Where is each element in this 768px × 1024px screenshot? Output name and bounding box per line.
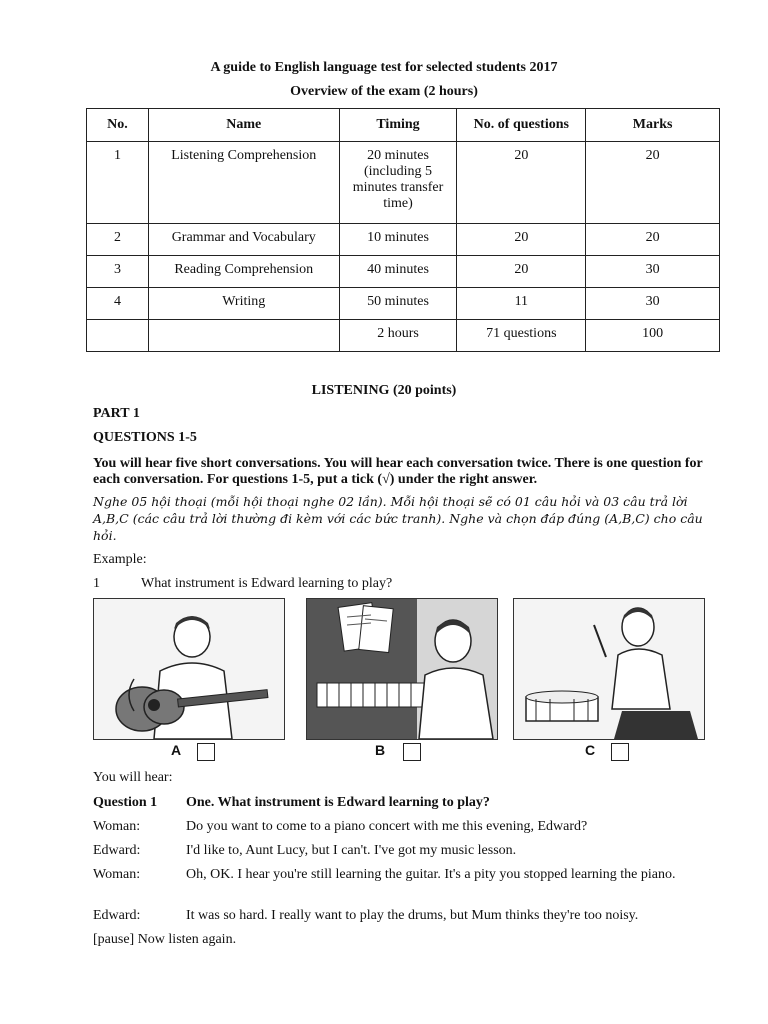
table-cell: 40 minutes	[339, 256, 457, 288]
vietnamese-instruction: Nghe 05 hội thoại (mỗi hội thoại nghe 02 lần). Mỗi hội thoại sẽ có 01 câu hỏi và 03 câu trả lời A,B,C (các câu trả lời thường đi kèm với các bức tranh). Nghe và chọn đáp đúng (A,B,C) cho câu hỏi.	[93, 494, 703, 543]
table-cell: 30	[586, 288, 720, 320]
table-cell: Grammar and Vocabulary	[148, 224, 339, 256]
table-cell: 3	[87, 256, 149, 288]
transcript-speaker: Edward:	[93, 908, 141, 923]
part-heading: PART 1	[93, 406, 140, 421]
questions-heading: QUESTIONS 1-5	[93, 430, 197, 445]
option-letter-b: B	[375, 742, 386, 758]
transcript-speaker: Question 1	[93, 795, 158, 810]
transcript-speaker: Woman:	[93, 867, 141, 882]
transcript-line: Do you want to come to a piano concert with me this evening, Edward?	[186, 819, 588, 834]
table-row	[87, 224, 720, 256]
answer-checkbox-c[interactable]	[611, 743, 629, 761]
column-header: No.	[87, 109, 149, 142]
example-number: 1	[93, 576, 100, 591]
table-cell: Listening Comprehension	[148, 142, 339, 224]
answer-pictures	[93, 598, 703, 763]
column-header: Marks	[586, 109, 720, 142]
table-row	[87, 256, 720, 288]
option-letter-c: C	[585, 742, 596, 758]
table-cell: 11	[457, 288, 586, 320]
table-cell: 20	[457, 256, 586, 288]
drum-boy-illustration	[514, 599, 704, 739]
table-cell: 10 minutes	[339, 224, 457, 256]
closing-instruction: [pause] Now listen again.	[93, 932, 237, 947]
table-cell: 100	[586, 320, 720, 352]
table-cell: 20	[586, 224, 720, 256]
transcript-speaker: Woman:	[93, 819, 141, 834]
document-title: A guide to English language test for selected students 2017	[210, 60, 558, 75]
table-cell: 20	[457, 142, 586, 224]
table-cell: 20	[586, 142, 720, 224]
transcript-line: One. What instrument is Edward learning to play?	[186, 795, 490, 810]
table-row	[87, 288, 720, 320]
table-row-total	[87, 320, 720, 352]
answer-checkbox-a[interactable]	[197, 743, 215, 761]
transcript-line: It was so hard. I really want to play the drums, but Mum thinks they're too noisy.	[186, 908, 639, 923]
table-cell: 30	[586, 256, 720, 288]
guitar-picture	[93, 598, 285, 740]
you-will-hear-label: You will hear:	[93, 770, 173, 785]
table-cell: 20	[457, 224, 586, 256]
section-title: LISTENING (20 points)	[311, 383, 457, 398]
exam-overview-table	[86, 108, 720, 352]
table-cell	[148, 320, 339, 352]
example-question: What instrument is Edward learning to play?	[141, 576, 393, 591]
instruction-text: You will hear five short conversations. You will hear each conversation twice. There is one question for each conversation. For questions 1-5, put a tick (√) under the right answer.	[93, 456, 703, 487]
piano-boy-illustration	[307, 599, 497, 739]
table-cell: 50 minutes	[339, 288, 457, 320]
column-header: Name	[148, 109, 339, 142]
table-cell: 20 minutes (including 5 minutes transfer time)	[339, 142, 457, 224]
answer-checkbox-b[interactable]	[403, 743, 421, 761]
example-label: Example:	[93, 552, 147, 567]
table-cell: 2	[87, 224, 149, 256]
table-cell: Writing	[148, 288, 339, 320]
table-cell: Reading Comprehension	[148, 256, 339, 288]
table-cell: 4	[87, 288, 149, 320]
column-header: No. of questions	[457, 109, 586, 142]
table-cell: 1	[87, 142, 149, 224]
table-cell: 71 questions	[457, 320, 586, 352]
piano-picture	[306, 598, 498, 740]
table-header-row	[87, 109, 720, 142]
transcript-line: I'd like to, Aunt Lucy, but I can't. I've got my music lesson.	[186, 843, 517, 858]
table-cell	[87, 320, 149, 352]
drum-picture	[513, 598, 705, 740]
transcript-speaker: Edward:	[93, 843, 141, 858]
transcript-line: Oh, OK. I hear you're still learning the guitar. It's a pity you stopped learning the piano.	[186, 867, 676, 882]
option-letter-a: A	[171, 742, 182, 758]
document-subtitle: Overview of the exam (2 hours)	[290, 84, 478, 99]
guitar-boy-illustration	[94, 599, 284, 739]
table-row	[87, 142, 720, 224]
table-cell: 2 hours	[339, 320, 457, 352]
column-header: Timing	[339, 109, 457, 142]
